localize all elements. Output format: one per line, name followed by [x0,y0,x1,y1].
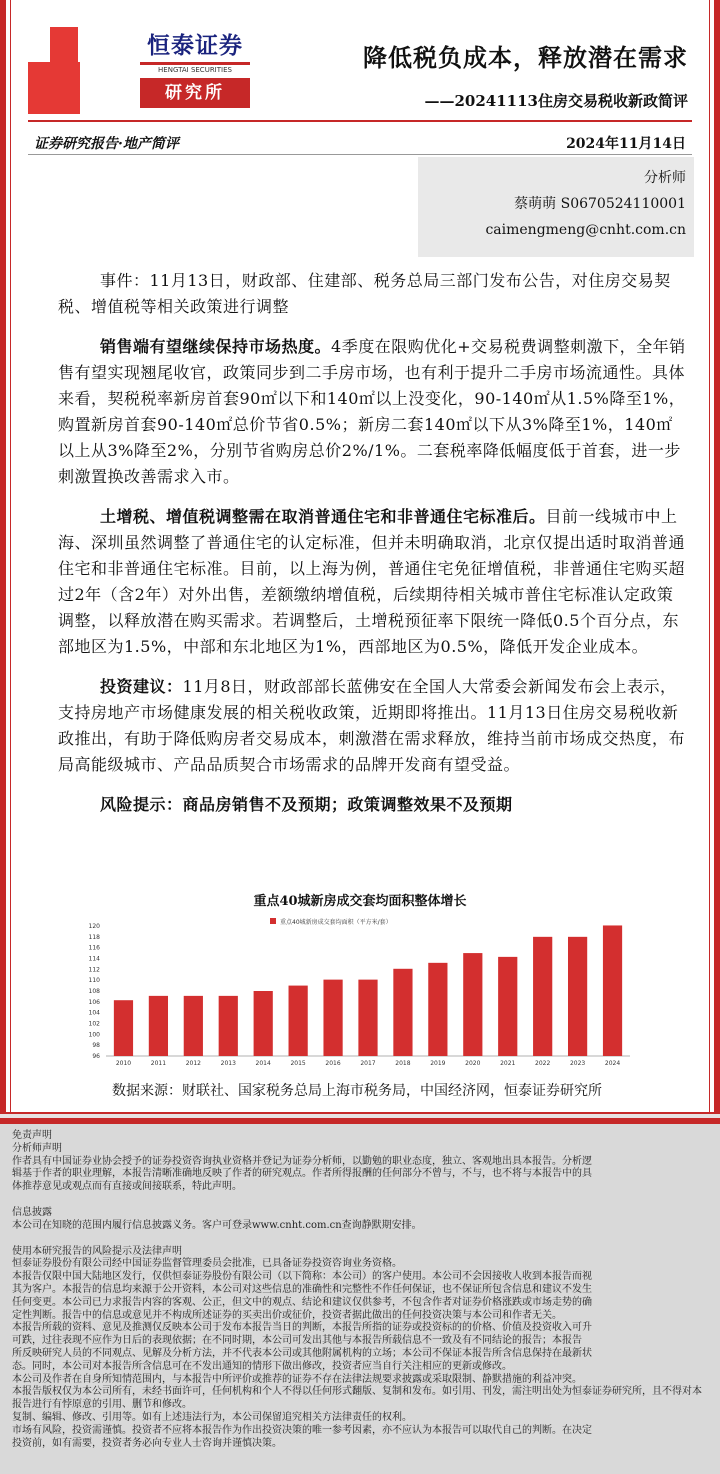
analyst-email: caimengmeng@cnht.com.cn [485,222,686,238]
disclaimer-line: 任何变更。本公司已力求报告内容的客观、公正，但文中的观点、结论和建议仅供参考，不包含作者对证券价格涨跌或市场走势的确 [12,1296,592,1308]
x-tick-label: 2020 [465,1060,481,1067]
bar-2012 [184,996,203,1056]
x-tick-label: 2010 [115,1060,132,1067]
disclaimer-line: 本公司及作者在自身所知情范围内，与本报告中所评价或推荐的证券不存在法律法规要求披露或采取限制、静默措施的利益冲突。 [12,1373,582,1385]
bar-2016 [323,980,342,1056]
disclaimer-line: 分析师声明 [12,1142,62,1154]
logo-title: 恒泰证券 [147,33,243,59]
x-tick-label: 2017 [360,1060,376,1067]
x-tick-label: 2024 [604,1060,621,1067]
x-tick-label: 2016 [325,1060,341,1067]
event-paragraph: 事件：11月13日，财政部、住建部、税务总局三部门发布公告，对住房交易契税、增值税等相关政策进行调整 [58,271,671,316]
y-tick-label: 118 [88,933,100,941]
disclaimer-line: 本报告版权仅为本公司所有，未经书面许可，任何机构和个人不得以任何形式翻版、复制和发布。如引用、刊发，需注明出处为恒泰证券研究所，且不得对本报告进行有悖原意的引用、删节和修改。 [12,1386,702,1411]
report-body [58,268,688,826]
x-tick-label: 2018 [395,1060,411,1067]
disclaimer-line: 定性判断。报告中的信息或意见并不构成所述证券的买卖出价或征价，投资者据此做出的任何投资决策与本公司和作者无关。 [12,1309,562,1321]
bar-chart [80,908,640,1070]
frame-bottom [0,1112,720,1124]
investment-lead: 投资建议： [100,677,183,696]
y-tick-label: 108 [88,988,100,995]
disclaimer-line: 本公司在知晓的范围内履行信息披露义务。客户可登录www.cnht.com.cn查询静默期安排。 [12,1219,422,1231]
y-tick-label: 110 [88,977,100,985]
y-tick-label: 106 [88,998,100,1006]
x-tick-label: 2022 [535,1060,551,1067]
report-subtitle: ——20241113住房交易税收新政简评 [424,92,688,110]
bar-2020 [463,953,482,1056]
disclaimer-line: 本报告仅限中国大陆地区发行，仅供恒泰证券股份有限公司（以下简称：本公司）的客户使用。本公司不会因接收人收到本报告而视 [12,1271,592,1283]
disclaimer-line: 其为客户。本报告的信息均来源于公开资料，本公司对这些信息的准确性和完整性不作任何保证，也不保证所包含信息和建议不发生 [12,1283,592,1295]
report-date: 2024年11月14日 [566,136,686,152]
analyst-name: 蔡萌萌 S0670524110001 [514,196,686,212]
y-tick-label: 112 [88,966,100,974]
disclaimer-line: 本报告所载的资料、意见及推测仅反映本公司于发布本报告当日的判断，本报告所指的证券或投资标的的价格、价值及投资收入可升 [12,1322,592,1334]
y-tick-label: 114 [88,955,100,963]
risk-warning: 风险提示：商品房销售不及预期；政策调整效果不及预期 [100,795,513,814]
x-tick-label: 2021 [500,1060,516,1067]
disclaimer-line: 辑基于作者的职业理解，本报告清晰准确地反映了作者的研究观点。作者所得报酬的任何部分不曾与，不与，也不将与本报告中的具 [12,1168,592,1180]
analyst-heading: 分析师 [644,170,686,186]
disclaimer-line: 可跌，过往表现不应作为日后的表现依据；在不同时期，本公司可发出其他与本报告所载信息不一致及有不同结论的报告；本报告 [12,1335,582,1347]
x-tick-label: 2011 [150,1060,167,1067]
y-tick-label: 96 [92,1053,100,1060]
analyst-box [418,157,694,257]
bar-2014 [254,991,273,1056]
bar-2011 [149,996,168,1056]
tax-paragraph [58,504,688,660]
bar-2010 [114,1000,133,1056]
sales-lead: 销售端有望继续保持市场热度。 [100,337,332,356]
disclaimer-line: 作者具有中国证券业协会授予的证券投资咨询执业资格并登记为证券分析师，以勤勉的职业态度，独立、客观地出具本报告。分析逻 [12,1155,592,1167]
x-tick-label: 2013 [220,1060,236,1067]
logo-subtitle: HENGTAI SECURITIES [140,62,250,74]
disclaimer-gap [12,1233,708,1246]
disclaimer-line: 态。同时，本公司对本报告所含信息可在不发出通知的情形下做出修改，投资者应当自行关注相应的更新或修改。 [12,1360,512,1372]
chart-title: 重点40城新房成交套均面积整体增长 [253,894,467,909]
bar-2023 [568,937,587,1056]
bar-2018 [393,969,412,1056]
disclaimer-line: 所反映研究人员的不同观点、见解及分析方法，并不代表本公司或其他附属机构的立场；本公司不保证本报告所含信息保持在最新状 [12,1347,592,1359]
disclaimer-section [0,1124,720,1474]
y-tick-label: 102 [88,1020,100,1028]
report-type: 证券研究报告·地产简评 [34,136,179,152]
bar-2015 [289,986,308,1056]
y-tick-label: 120 [88,923,100,930]
bar-2019 [428,963,447,1056]
x-tick-label: 2015 [290,1060,306,1067]
logo-band: 研究所 [140,78,250,108]
logo-block-upper [50,27,78,113]
tax-text: 目前一线城市中上海、深圳虽然调整了普通住宅的认定标准，但并未明确取消，北京仅提出适时取消普通住宅和非普通住宅标准。目前，以上海为例，普通住宅免征增值税，非普通住宅购买超过2年（含2年）对外出售，差额缴纳增值税，后续期待相关城市普住宅标准认定政策调整，以释放潜在购买需求。若调整后，土增税预征率下限统一降低0.5个百分点，东部地区为1.5%，中部和东北地区为1%，西部地区为0.5%，降低开发企业成本。 [58,507,686,656]
disclaimer-line: 恒泰证券股份有限公司经中国证券监督管理委员会批准，已具备证券投资咨询业务资格。 [12,1258,402,1270]
tax-lead: 土增税、增值税调整需在取消普通住宅和非普通住宅标准后。 [100,507,546,526]
investment-paragraph [58,674,688,778]
disclaimer-line: 免责声明 [12,1130,52,1141]
meta-divider [28,154,692,155]
bar-2021 [498,957,517,1056]
chart-source: 数据来源：财联社、国家税务总局上海市税务局，中国经济网，恒泰证券研究所 [112,1083,602,1099]
disclaimer-line: 体推荐意见或观点而有直接或间接联系，特此声明。 [12,1181,242,1193]
bar-2017 [358,980,377,1056]
y-tick-label: 98 [92,1042,100,1050]
investment-text: 11月8日，财政部部长蓝佛安在全国人大常委会新闻发布会上表示，支持房地产市场健康发展的相关税收政策，近期即将推出。11月13日住房交易税收新政推出，有助于降低购房者交易成本，刺激潜在需求释放，维持当前市场成交热度，布局高能级城市、产品品质契合市场需求的品牌开发商有望受益。 [58,677,686,774]
disclaimer-line: 投资前，如有需要，投资者务必向专业人士咨询并谨慎决策。 [12,1437,282,1449]
y-tick-label: 104 [88,1009,100,1017]
disclaimer-line: 复制、编辑、修改、引用等。如有上述违法行为，本公司保留追究相关方法律责任的权利。 [12,1411,412,1423]
legend-swatch [270,918,276,924]
x-tick-label: 2014 [255,1060,271,1067]
bar-2013 [219,996,238,1056]
company-logo [140,27,250,113]
legend-label: 重点40城新房成交套均面积（平方米/套） [280,919,392,926]
disclaimer-line: 信息披露 [12,1206,52,1218]
disclaimer-line: 市场有风险，投资需谨慎。投资者不应将本报告作为作出投资决策的唯一参考因素，亦不应认为本报告可以取代自己的判断。在决定 [12,1424,592,1436]
header-divider [28,120,692,122]
y-tick-label: 116 [88,944,100,952]
sales-text: 4季度在限购优化+交易税费调整刺激下，全年销售有望实现翘尾收官，政策同步到二手房市场，也有利于提升二手房市场流通性。具体来看，契税税率新房首套90㎡以下和140㎡以上没变化，90-140㎡从1.5%降至1%，购置新房首套90-140㎡总价节省0.5%；新房二套140㎡以下从3%降至1%，140㎡以上从3%降至2%，分别节省购房总价2%/1%。二套税率降低幅度低于首套，进一步刺激置换改善需求入市。 [58,337,686,486]
report-title: 降低税负成本，释放潜在需求 [363,43,688,72]
y-tick-label: 100 [88,1031,100,1039]
x-tick-label: 2019 [430,1060,446,1067]
disclaimer-line: 使用本研究报告的风险提示及法律声明 [12,1245,182,1257]
sales-paragraph [58,334,688,490]
x-tick-label: 2012 [185,1060,201,1067]
bar-2022 [533,937,552,1056]
disclaimer-gap [12,1194,708,1207]
bar-2024 [603,925,622,1056]
x-tick-label: 2023 [569,1060,586,1067]
